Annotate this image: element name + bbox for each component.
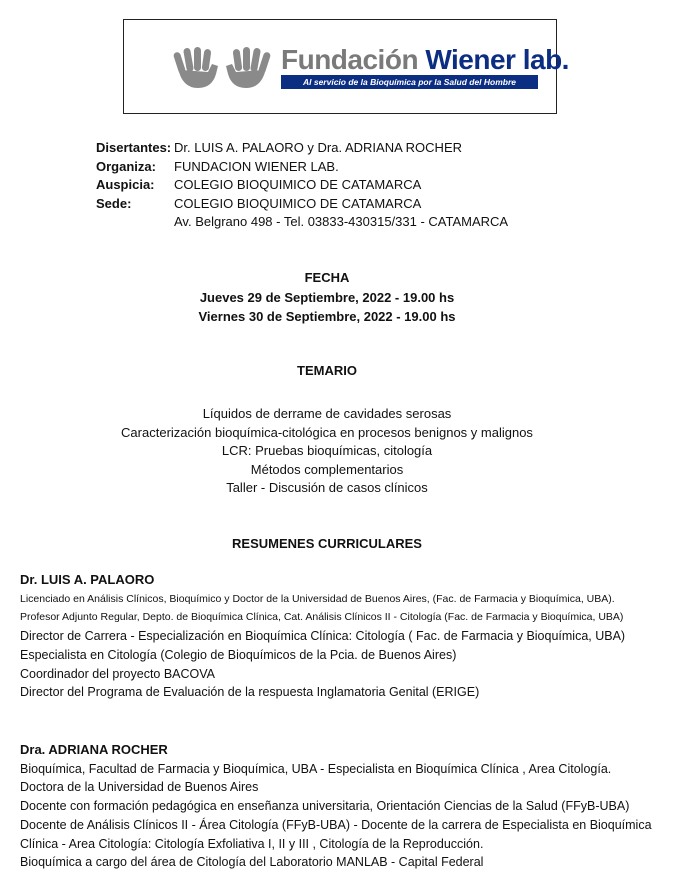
- cv-line: Director de Carrera - Especialización en Bioquímica Clínica: Citología ( Fac. de Farmacia y Bioquímica, UBA): [20, 629, 626, 644]
- cv-line: Bioquímica a cargo del área de Citología del Laboratorio MANLAB - Capital Federal: [20, 855, 484, 870]
- event-info: [96, 139, 508, 232]
- logo-box: [123, 19, 569, 114]
- fecha-line: Jueves 29 de Septiembre, 2022 - 19.00 hs: [199, 290, 455, 305]
- logo-title: [281, 44, 569, 76]
- cv-line: Licenciado en Análisis Clínicos, Bioquímico y Doctor de la Universidad de Buenos Aires, (Fac. de Farmacia y Bioquímica, UBA).: [20, 592, 615, 605]
- temario-heading: TEMARIO: [297, 363, 357, 378]
- cv-line: Docente con formación pedagógica en enseñanza universitaria, Orientación Ciencias de la Salud (FFyB-UBA): [20, 799, 630, 814]
- hands-logo-icon: [172, 44, 272, 90]
- logo-tagline: Al servicio de la Bioquímica por la Salud del Hombre: [281, 75, 538, 89]
- info-label: Organiza:: [96, 158, 156, 174]
- cv-line: Especialista en Citología (Colegio de Bioquímicos de la Pcia. de Buenos Aires): [20, 647, 457, 662]
- cv-line: Director del Programa de Evaluación de la respuesta Inglamatoria Genital (ERIGE): [20, 685, 480, 700]
- info-value: Av. Belgrano 498 - Tel. 03833-430315/331 - CATAMARCA: [174, 214, 509, 229]
- temario-item: Caracterización bioquímica-citológica en procesos benignos y malignos: [121, 424, 533, 440]
- logo-title-part2: Wiener lab.: [425, 44, 569, 75]
- cv-line: Clínica - Area Citología: Citología Exfoliativa I, II y III , Citología de la Reproducción.: [20, 836, 484, 851]
- cv-line: Docente de Análisis Clínicos II - Área Citología (FFyB-UBA) - Docente de la carrera de Especialista en Bioquímica: [20, 817, 652, 832]
- info-label: [96, 213, 174, 232]
- fecha-heading: FECHA: [304, 270, 350, 285]
- temario-item: Taller - Discusión de casos clínicos: [226, 480, 428, 496]
- temario-item: LCR: Pruebas bioquímicas, citología: [221, 443, 433, 459]
- fecha-line: Viernes 30 de Septiembre, 2022 - 19.00 hs: [198, 308, 456, 324]
- resumenes-heading: RESUMENES CURRICULARES: [232, 536, 422, 551]
- cv-name: Dr. LUIS A. PALAORO: [20, 572, 155, 587]
- info-label: Disertantes:: [96, 140, 172, 155]
- info-value: FUNDACION WIENER LAB.: [174, 158, 339, 174]
- temario-list: [0, 405, 654, 498]
- cv-name: Dra. ADRIANA ROCHER: [20, 742, 168, 757]
- cv-line: Doctora de la Universidad de Buenos Aires: [20, 780, 259, 795]
- info-value: COLEGIO BIOQUIMICO DE CATAMARCA: [174, 195, 422, 211]
- info-row-address: [96, 213, 508, 232]
- cv-line: Coordinador del proyecto BACOVA: [20, 666, 216, 681]
- info-row-auspicia: [96, 176, 508, 195]
- info-row-sede: [96, 195, 508, 214]
- temario-item: Líquidos de derrame de cavidades serosas: [202, 406, 452, 421]
- cv-line: Bioquímica, Facultad de Farmacia y Bioquímica, UBA - Especialista en Bioquímica Clínica , Area Citología.: [20, 761, 612, 776]
- cv-rocher: [20, 741, 652, 872]
- info-value: COLEGIO BIOQUIMICO DE CATAMARCA: [174, 177, 422, 192]
- temario-item: Métodos complementarios: [250, 461, 404, 477]
- info-label: Auspicia:: [96, 177, 155, 192]
- info-value: Dr. LUIS A. PALAORO y Dra. ADRIANA ROCHER: [174, 140, 462, 155]
- cv-palaoro: [20, 571, 625, 702]
- info-row-organiza: [96, 158, 508, 177]
- info-label: Sede:: [96, 195, 132, 211]
- fecha-dates: [0, 289, 654, 326]
- cv-line: Profesor Adjunto Regular, Depto. de Bioquímica Clínica, Cat. Análisis Clínicos II - Citología (Fac. de Farmacia y Bioquímica, UBA): [20, 611, 624, 624]
- logo-title-part1: Fundación: [281, 44, 419, 75]
- info-row-disertantes: [96, 139, 508, 158]
